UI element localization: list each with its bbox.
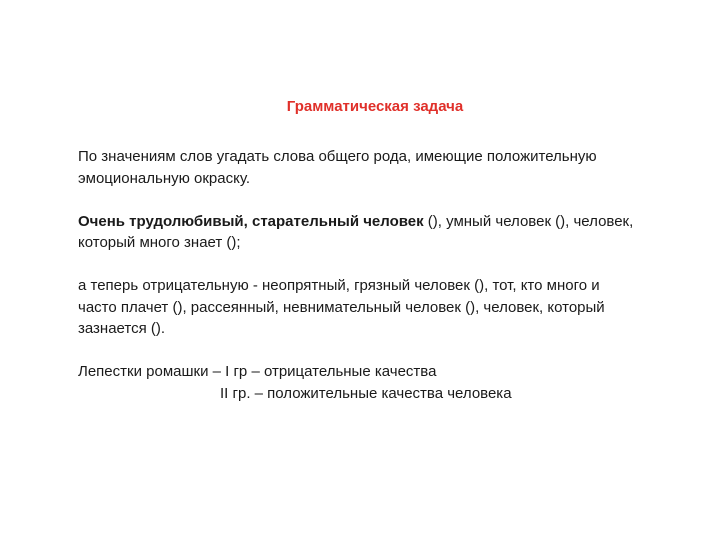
petals-note: [78, 361, 678, 404]
negative-line-3: зазнается ().: [78, 320, 166, 337]
positive-line-2: который много знает ();: [78, 234, 241, 251]
slide-body: [78, 146, 678, 426]
instruction-line-1: По значениям слов угадать слова общего рода, имеющие положительную: [78, 148, 597, 165]
positive-bold-phrase: Очень трудолюбивый, старательный человек: [78, 212, 424, 230]
task-instruction: [78, 146, 678, 189]
positive-clues: [78, 211, 678, 254]
petals-line-1: Лепестки ромашки – I гр – отрицательные качества: [78, 363, 437, 380]
negative-line-1: а теперь отрицательную - неопрятный, грязный человек (), тот, кто много и: [78, 277, 600, 294]
positive-line-1: [78, 211, 678, 233]
slide-title: Грамматическая задача: [286, 98, 464, 115]
instruction-line-2: эмоциональную окраску.: [78, 169, 251, 187]
negative-clues: [78, 275, 678, 340]
positive-rest-text: (), умный человек (), человек,: [423, 212, 634, 230]
petals-line-2: II гр. – положительные качества человека: [220, 384, 512, 402]
negative-line-2: часто плачет (), рассеянный, невнимательный человек (), человек, который: [78, 298, 605, 316]
